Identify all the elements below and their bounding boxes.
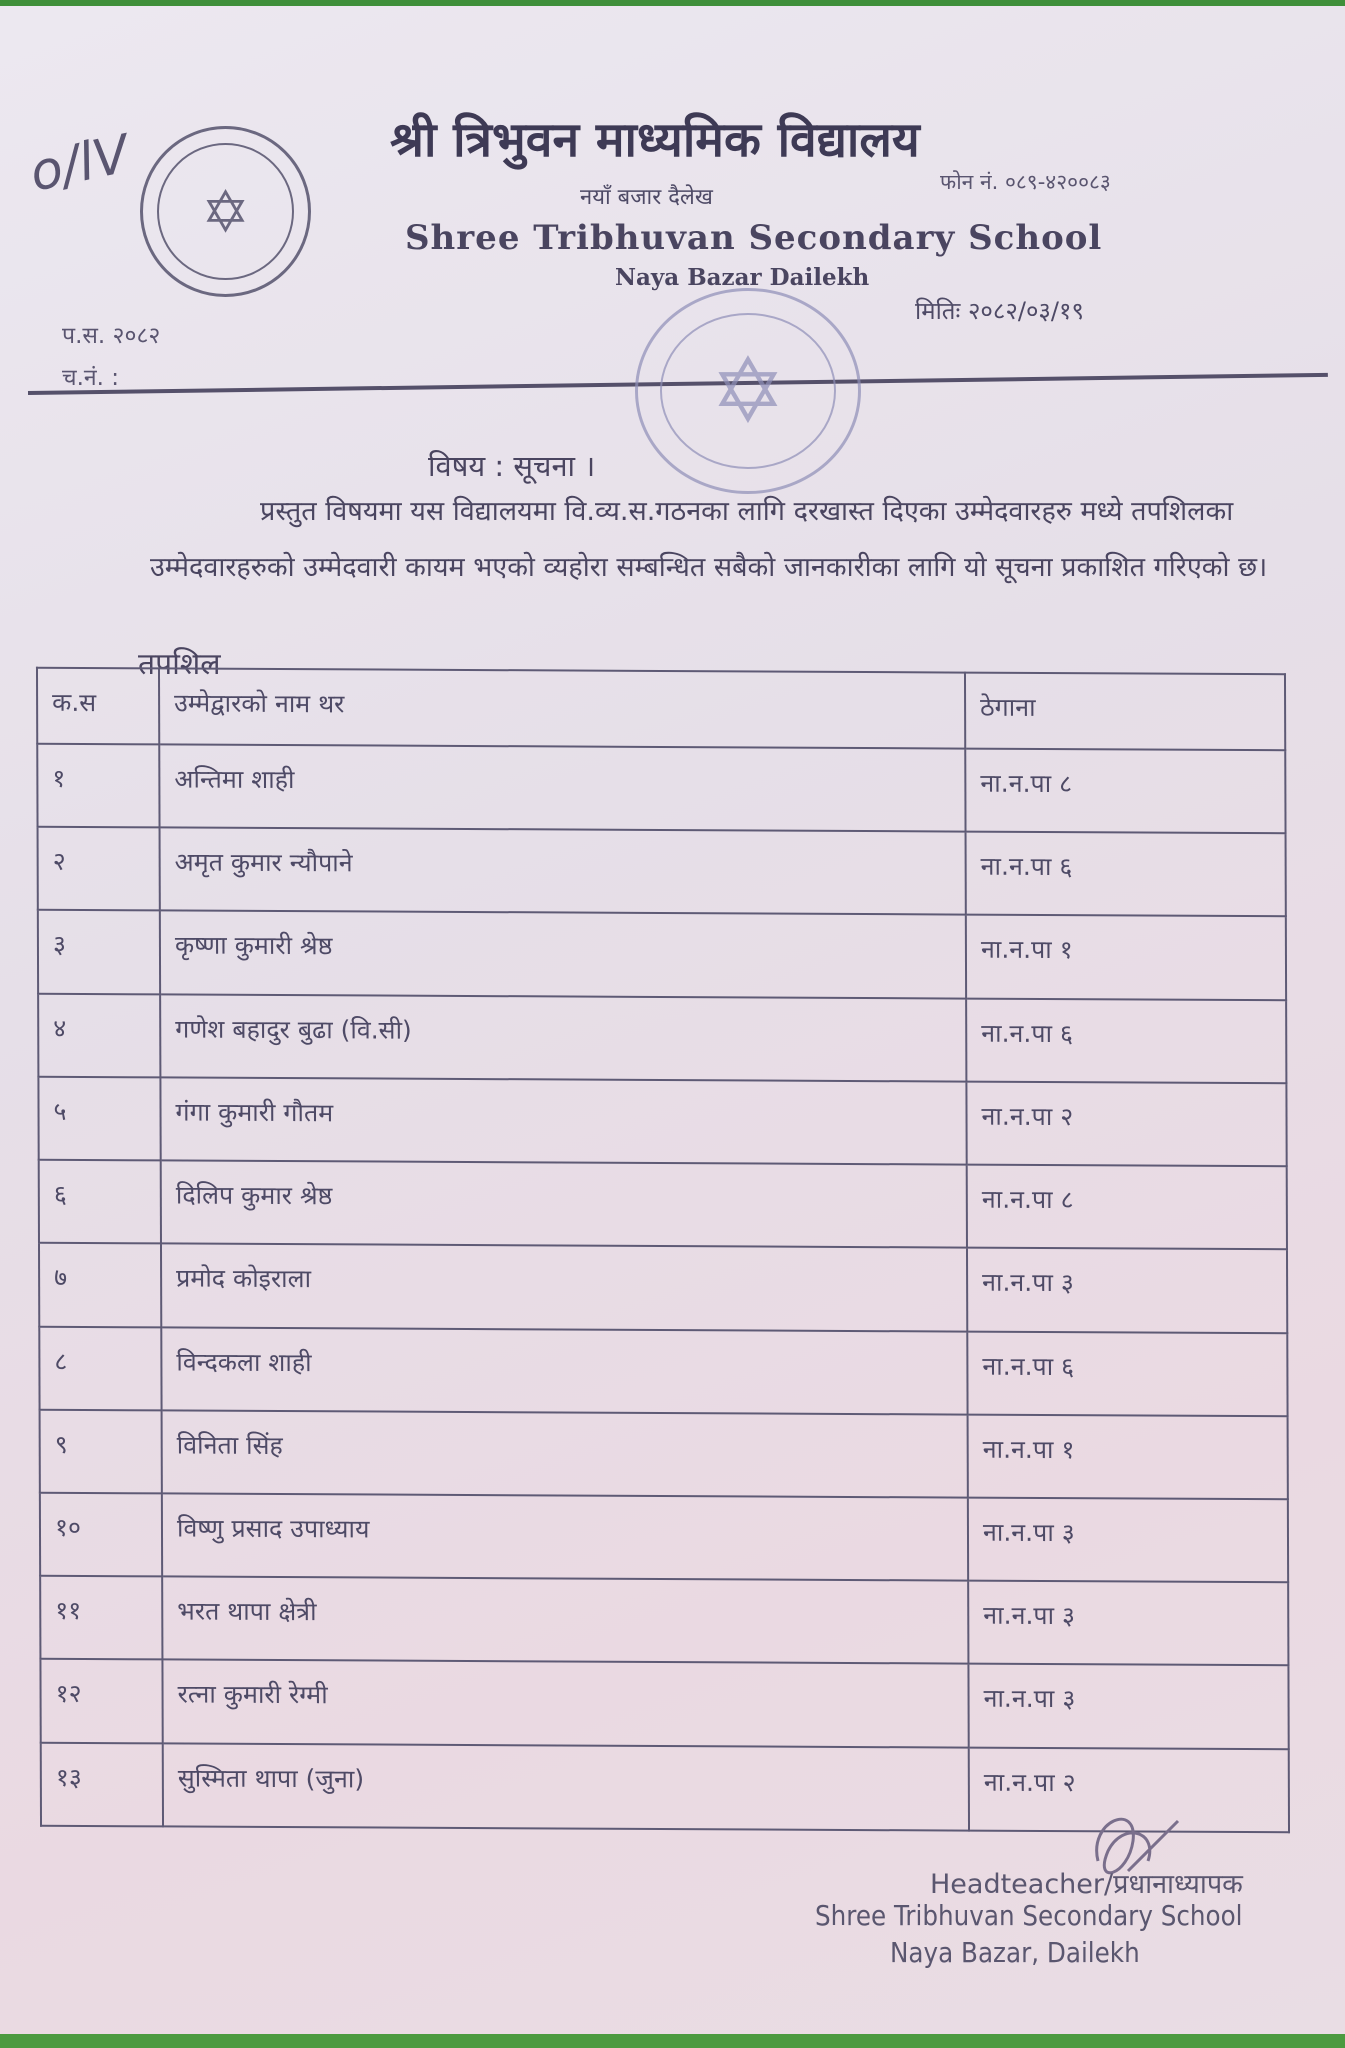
table-row bbox=[38, 827, 1286, 917]
serial-cell: ६ bbox=[39, 1160, 161, 1244]
name-cell: विन्दकला शाही bbox=[161, 1327, 967, 1414]
serial-cell: ३ bbox=[38, 910, 160, 994]
serial-cell: ११ bbox=[40, 1576, 162, 1660]
notice-date: मितिः २०८२/०३/१९ bbox=[915, 297, 1084, 325]
address-cell: ना.न.पा १ bbox=[966, 915, 1286, 1000]
serial-cell: २ bbox=[38, 827, 160, 911]
address-cell: ना.न.पा १ bbox=[968, 1414, 1288, 1499]
serial-cell: १३ bbox=[41, 1742, 163, 1826]
serial-cell: ७ bbox=[39, 1243, 161, 1327]
signatory-place: Naya Bazar, Dailekh bbox=[890, 1936, 1140, 1969]
name-cell: विष्णु प्रसाद उपाध्याय bbox=[162, 1493, 968, 1580]
fiscal-year: प.स. २०८२ bbox=[62, 323, 161, 349]
address-cell: ना.न.पा ३ bbox=[967, 1248, 1287, 1333]
serial-cell: १ bbox=[37, 744, 159, 828]
notice-body: प्रस्तुत विषयमा यस विद्यालयमा वि.व्य.स.गठनका लागि दरखास्त दिएका उम्मेदवारहरु मध्ये तपशिलका उम्मेदवारहरुको उम्मेदवारी कायम भएको व्यहोरा सम्बन्धित सबैको जानकारीका लागि यो सूचना प्रकाशित गरिएको छ। bbox=[150, 496, 1268, 583]
address-cell: ना.न.पा ८ bbox=[967, 1165, 1287, 1250]
table-row bbox=[40, 1659, 1288, 1749]
address-cell: ना.न.पा ३ bbox=[968, 1581, 1288, 1666]
address-cell: ना.न.पा ३ bbox=[968, 1498, 1288, 1583]
name-cell: विनिता सिंह bbox=[162, 1410, 968, 1497]
table-row bbox=[40, 1409, 1288, 1499]
serial-cell: १२ bbox=[40, 1659, 162, 1743]
address-cell: ना.न.पा ६ bbox=[966, 998, 1286, 1083]
list-heading: तपशिल bbox=[138, 647, 221, 682]
address-cell: ना.न.पा ६ bbox=[966, 832, 1286, 917]
table-row bbox=[39, 1326, 1287, 1416]
column-header-serial: क.स bbox=[37, 668, 159, 745]
signatory-title: Headteacher/प्रधानाध्यापक bbox=[930, 1869, 1243, 1900]
background-edge bbox=[0, 2034, 1345, 2048]
school-name-english: Shree Tribhuvan Secondary School bbox=[405, 218, 1103, 258]
address-cell: ना.न.पा ८ bbox=[965, 749, 1285, 834]
signatory-school: Shree Tribhuvan Secondary School bbox=[815, 1899, 1243, 1932]
school-logo bbox=[140, 126, 311, 297]
candidate-table bbox=[36, 667, 1290, 1834]
notice-subject: विषय : सूचना । bbox=[428, 449, 596, 483]
address-cell: ना.न.पा ३ bbox=[968, 1664, 1288, 1749]
school-name-nepali: श्री त्रिभुवन माध्यमिक विद्यालय bbox=[390, 112, 920, 168]
star-of-david-icon: ✡ bbox=[201, 177, 250, 246]
table-row bbox=[38, 910, 1286, 1000]
table-row bbox=[38, 993, 1286, 1083]
name-cell: सुस्मिता थापा (जुना) bbox=[163, 1743, 969, 1831]
table-row bbox=[40, 1576, 1288, 1666]
address-cell: ना.न.पा २ bbox=[969, 1747, 1289, 1832]
table-row bbox=[39, 1160, 1287, 1250]
serial-cell: ५ bbox=[38, 1077, 160, 1161]
name-cell: गंगा कुमारी गौतम bbox=[160, 1077, 966, 1164]
column-header-name: उम्मेद्वारको नाम थर bbox=[159, 668, 965, 748]
address-cell: ना.न.पा २ bbox=[966, 1081, 1286, 1166]
dispatch-number: च.नं. : bbox=[62, 365, 120, 391]
school-phone: फोन नं. ०८९-४२००८३ bbox=[940, 170, 1111, 194]
name-cell: रत्ना कुमारी रेग्मी bbox=[162, 1660, 968, 1747]
name-cell: गणेश बहादुर बुढा (वि.सी) bbox=[160, 994, 966, 1081]
serial-cell: ८ bbox=[39, 1326, 161, 1410]
table-row bbox=[38, 1077, 1286, 1167]
name-cell: अमृत कुमार न्यौपाने bbox=[160, 828, 966, 915]
name-cell: भरत थापा क्षेत्री bbox=[162, 1577, 968, 1664]
column-header-address: ठेगाना bbox=[965, 673, 1285, 751]
school-address-nepali: नयाँ बजार दैलेख bbox=[580, 185, 713, 210]
address-cell: ना.न.पा ६ bbox=[967, 1331, 1287, 1416]
name-cell: प्रमोद कोइराला bbox=[161, 1244, 967, 1331]
serial-cell: ४ bbox=[38, 993, 160, 1077]
name-cell: कृष्णा कुमारी श्रेष्ठ bbox=[160, 911, 966, 998]
handwritten-initials: o/lV bbox=[24, 124, 135, 204]
table-row bbox=[40, 1493, 1288, 1583]
table-row bbox=[39, 1243, 1287, 1333]
school-address-english: Naya Bazar Dailekh bbox=[615, 264, 870, 291]
school-stamp bbox=[635, 288, 861, 494]
star-of-david-icon: ✡ bbox=[710, 338, 786, 444]
table-row bbox=[37, 744, 1285, 834]
name-cell: अन्तिमा शाही bbox=[159, 744, 965, 831]
serial-cell: १० bbox=[40, 1493, 162, 1577]
name-cell: दिलिप कुमार श्रेष्ठ bbox=[161, 1160, 967, 1247]
notice-paper bbox=[0, 6, 1345, 2036]
serial-cell: ९ bbox=[40, 1409, 162, 1493]
table-header-row bbox=[37, 668, 1285, 751]
